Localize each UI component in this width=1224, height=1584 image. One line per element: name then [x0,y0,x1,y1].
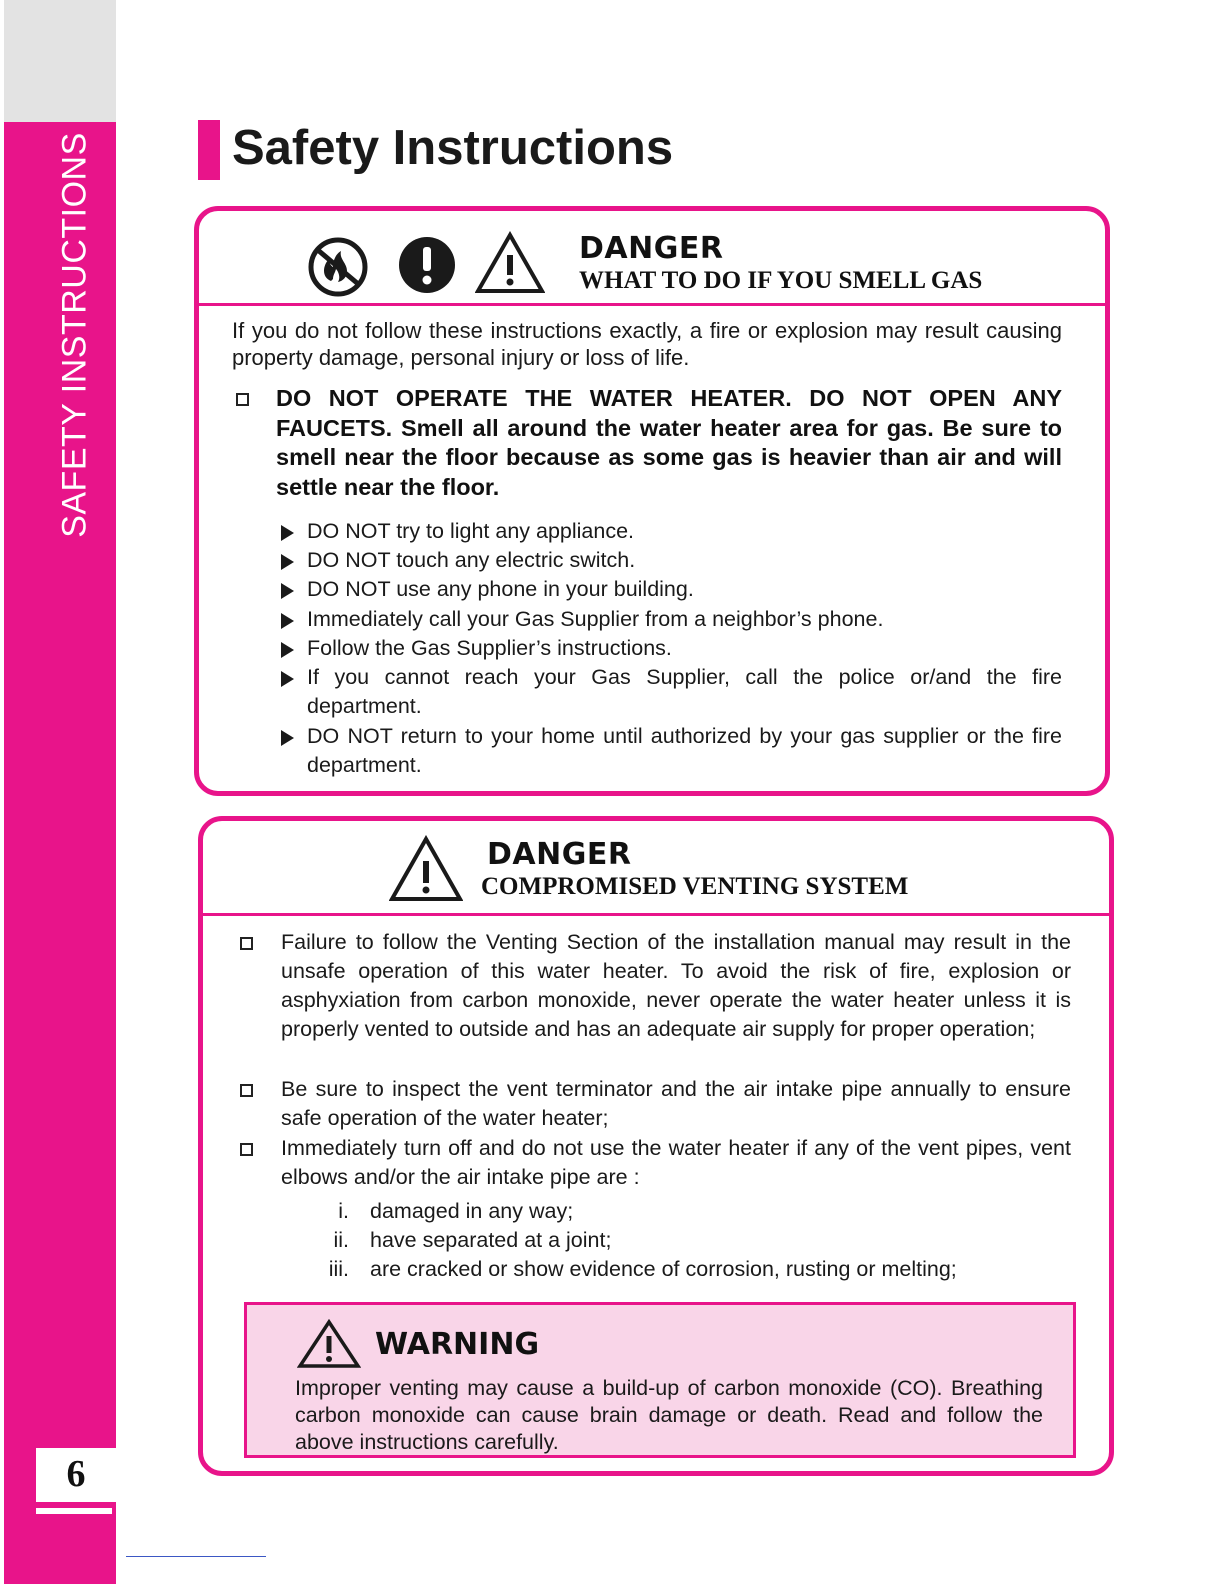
arrow-bullet-icon [281,583,294,599]
checkbox-icon [236,393,249,406]
no-flame-icon [305,237,371,297]
checkbox-icon [240,937,253,950]
arrow-bullet-icon [281,730,294,746]
vent-item: Be sure to inspect the vent terminator and the air intake pipe annually to ensure safe operation of the water heater; [281,1077,1071,1130]
arrow-bullet-icon [281,525,294,541]
gas-main-instruction: DO NOT OPERATE THE WATER HEATER. DO NOT OPEN ANY FAUCETS. Smell all around the water heater area for gas. Be sure to smell near the floor because as some gas is heavier than air and will settle near the floor. [276,385,1062,500]
arrow-bullet-icon [281,554,294,570]
title-accent-bar [198,120,220,180]
checkbox-icon [240,1143,253,1156]
warning-triangle-icon [475,231,545,295]
arrow-bullet-icon [281,671,294,687]
sub-item-number: i. [338,1199,349,1223]
gas-bullet-item: If you cannot reach your Gas Supplier, call the police or/and the fire department. [307,665,1062,718]
sub-item-text: damaged in any way; [370,1199,574,1223]
arrow-bullet-icon [281,613,294,629]
warning-triangle-icon [389,835,463,903]
gas-bullet-item: DO NOT try to light any appliance. [307,519,635,543]
danger-heading: DANGER [579,231,724,266]
danger-panel-gas-header [199,211,1105,306]
page-number-rule [36,1508,112,1514]
danger-subheading: COMPROMISED VENTING SYSTEM [481,873,909,900]
bottom-rule [126,1556,266,1557]
exclamation-icon [397,235,457,295]
checkbox-icon [240,1084,253,1097]
gas-bullet-item: Follow the Gas Supplier’s instructions. [307,636,672,660]
warning-text: Improper venting may cause a build-up of carbon monoxide (CO). Breathing carbon monoxide can cause brain damage or death. Read and follow the above instructions carefully. [295,1376,1043,1454]
danger-subheading: WHAT TO DO IF YOU SMELL GAS [579,267,983,294]
sub-item-text: are cracked or show evidence of corrosion, rusting or melting; [370,1257,957,1281]
sidebar-top-block [4,0,116,122]
sub-item-text: have separated at a joint; [370,1228,612,1252]
vent-item: Immediately turn off and do not use the water heater if any of the vent pipes, vent elbows and/or the air intake pipe are : [281,1136,1071,1189]
danger-heading: DANGER [487,837,632,872]
warning-triangle-icon [297,1319,361,1369]
sub-item-number: iii. [328,1257,349,1281]
page-title: Safety Instructions [232,121,674,175]
warning-box [244,1302,1076,1458]
gas-bullet-item: DO NOT return to your home until authorized by your gas supplier or the fire department. [307,724,1062,777]
arrow-bullet-icon [281,642,294,658]
danger-panel-venting-header [203,821,1109,916]
sidebar-section-label: SAFETY INSTRUCTIONS [55,132,94,538]
gas-intro-text: If you do not follow these instructions exactly, a fire or explosion may result causing property damage, personal injury or loss of life. [232,318,1062,370]
gas-bullet-item: DO NOT touch any electric switch. [307,548,636,572]
sub-item-number: ii. [333,1228,349,1252]
warning-heading: WARNING [375,1327,540,1362]
page-number: 6 [66,1453,86,1495]
page-number-box [36,1448,116,1502]
vent-item: Failure to follow the Venting Section of the installation manual may result in the unsafe operation of this water heater. To avoid the risk of fire, explosion or asphyxiation from carbon monoxide, never operate the water heater unless it is properly vented to outside and has an adequate air supply for proper operation; [281,930,1071,1041]
danger-panel-gas [194,206,1110,796]
gas-bullet-item: DO NOT use any phone in your building. [307,577,694,601]
gas-bullet-item: Immediately call your Gas Supplier from a neighbor’s phone. [307,607,884,631]
